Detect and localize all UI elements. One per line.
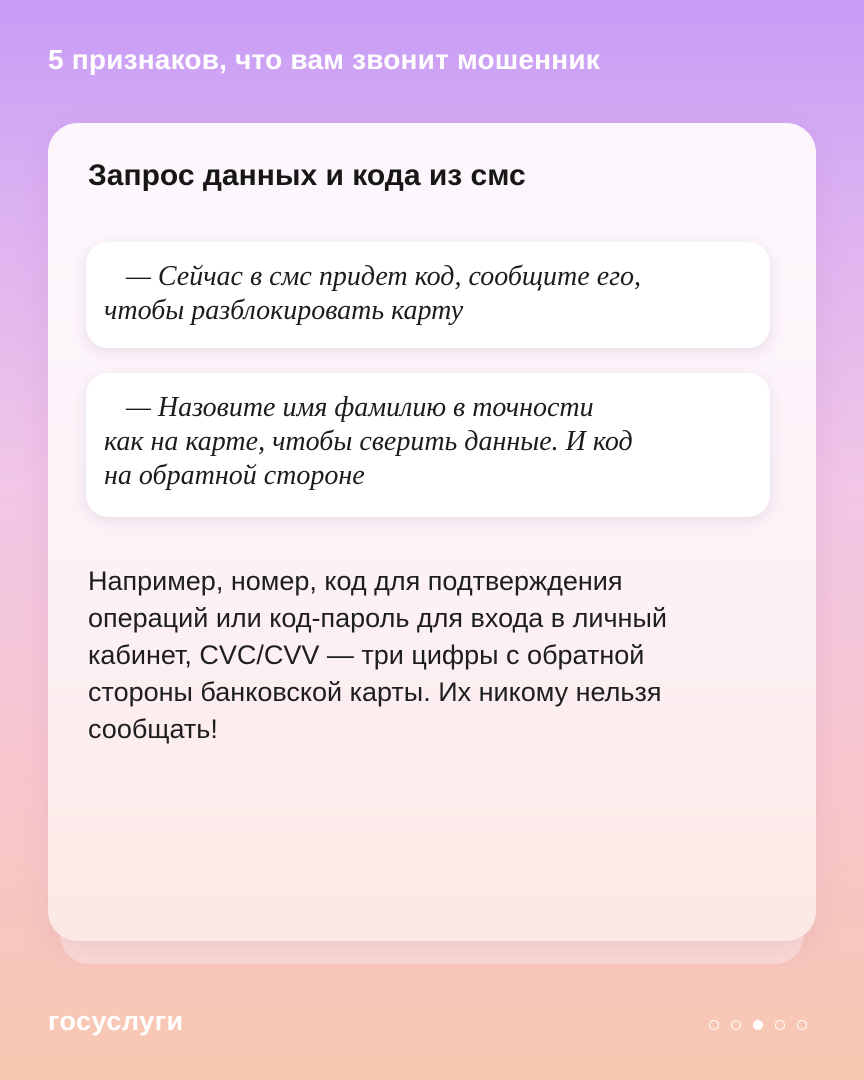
body-line: операций или код-пароль для входа в личный	[88, 603, 667, 633]
body-line: кабинет, CVC/CVV — три цифры с обратной	[88, 640, 645, 670]
slide-pager	[709, 1019, 807, 1031]
pager-dot[interactable]	[731, 1020, 741, 1030]
pager-dot[interactable]	[709, 1020, 719, 1030]
quote-line: чтобы разблокировать карту	[104, 295, 464, 326]
quote-line: — Назовите имя фамилию в точности	[126, 392, 594, 423]
body-line: сообщать!	[88, 714, 218, 744]
info-card	[48, 123, 816, 941]
quote-bubble	[86, 373, 770, 517]
body-paragraph	[88, 563, 778, 748]
card-title: Запрос данных и кода из смс	[88, 159, 526, 192]
body-line: стороны банковской карты. Их никому нельзя	[88, 677, 662, 707]
quote-line: на обратной стороне	[104, 460, 365, 491]
pager-dot[interactable]	[775, 1020, 785, 1030]
body-line: Например, номер, код для подтверждения	[88, 566, 623, 596]
quote-line: как на карте, чтобы сверить данные. И код	[104, 426, 633, 457]
pager-dot[interactable]	[797, 1020, 807, 1030]
quote-line: — Сейчас в смс придет код, сообщите его,	[126, 261, 642, 292]
quote-bubble	[86, 242, 770, 348]
pager-dot-active[interactable]	[753, 1020, 763, 1030]
page-title: 5 признаков, что вам звонит мошенник	[48, 44, 600, 75]
gosuslugi-logo: госуслуги	[48, 1006, 184, 1036]
